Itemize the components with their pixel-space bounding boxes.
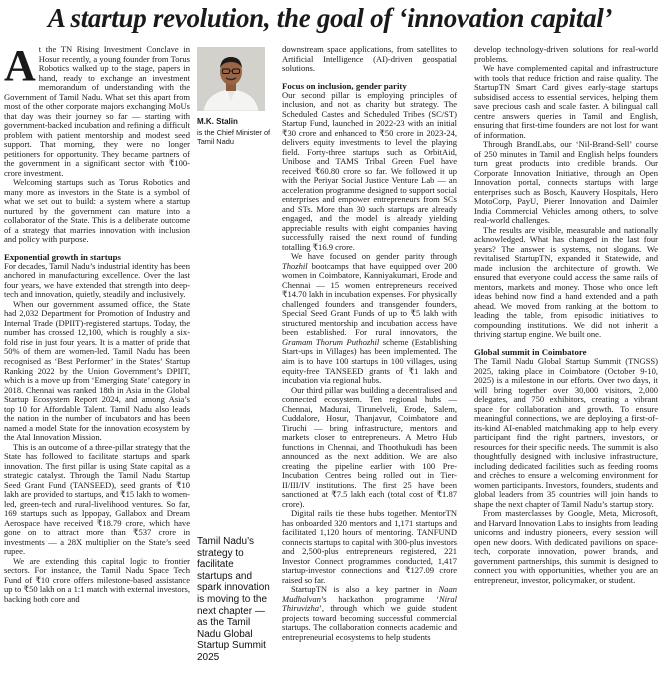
subheading: Global summit in Coimbatore bbox=[474, 346, 587, 357]
paragraph: develop technology-driven solutions for real-world problems. bbox=[474, 45, 658, 64]
italic-term: Thozhil bbox=[282, 260, 308, 271]
paragraph: Our second pillar is employing principles of inclusion, and not as charity but strategy. The Scheduled Castes and Scheduled Tribes (SC/ST) Startup Fund, launched in 2022-23 with an initial ₹30 crore and enhanced to ₹50 crore in 2023-24, delivers equity investments to level the playing field. Forty-three startups such as OrbitAid, Unibose and TAMS Tribal Green Fuel have received ₹60.80 crore so far. We followed it up with the Periyar Social Justice Venture Lab — an acceleration programme designed to support social enterprises and empower entrepreneurs from SCs and STs. More than 30 such startups are already engaged, and the model is already yielding appreciable results with eight companies having successfully raised the next round of funding totalling ₹16.9 crore. bbox=[282, 89, 457, 252]
italic-term: Gramam Thorum Puthozhil bbox=[282, 336, 380, 347]
text-run: StartupTN is also a key partner in bbox=[291, 584, 439, 595]
paragraph: Welcoming startups such as Torus Robotics and many more as investors in the State is a symbol of what we set out to build: a system where a startup nurtured by the government can mature into a collaborator of the State. This is a deliberate outcome of a strategy that marries innovation with inclusion and policy with purpose. bbox=[4, 177, 190, 245]
paragraph: Digital rails tie these hubs together. MentorTN has onboarded 320 mentors and 1,171 startups and facilitated 1,120 hours of mentoring. TANFUND connects startups to capital with 300-plus investors and 2,500-plus entrepreneurs registered, 221 Investor Connect programmes conducted, 1,417 startup-investor connections and ₹127.09 crore raised so far. bbox=[282, 508, 457, 585]
column-1 bbox=[4, 45, 190, 670]
paragraph: We are extending this capital logic to frontier sectors. For instance, the Tamil Nadu Space Tech Fund of ₹10 crore offers milestone-based assistance up to ₹50 lakh on a 1:1 match with external investors, backing both core and bbox=[4, 555, 190, 604]
paragraph bbox=[282, 252, 457, 385]
text-run: We have focused on gender parity through bbox=[291, 251, 457, 262]
paragraph: Our third pillar was building a decentralised and connected ecosystem. Ten regional hubs — Chennai, Madurai, Tirunelveli, Erode, Salem, Cuddalore, Hosur, Thanjavur, Coimbatore and Tiruchi — bring infrastructure, mentors and markets closer to entrepreneurs. A Metro Hub functions in Chennai, and Thoothukudi has been announced as the next addition. We are also creating the pipeline earlier with 100 Pre-Incubation Centres being rolled out in Tier-II/III/IV institutions. The first 25 have been sanctioned at ₹7.5 lakh each (total cost of ₹1.87 crore). bbox=[282, 384, 457, 509]
subheading: Exponential growth in startups bbox=[4, 251, 121, 262]
italic-term: Naan Mudhalvan bbox=[282, 584, 457, 604]
paragraph: The results are visible, measurable and nationally acknowledged. What has changed in the last four years? The answer is systems, not slogans. We revitalised StartupTN, expanded it Statewide, and made inclusion the architecture of growth. We ensured that everyone could access the same rails of mentors, markets and money. Those who once left ideas behind now find a hand extended and a path ahead. We moved from ranking at the bottom to leading the table, from episodic initiatives to compounding institutions. We did not inherit a thriving startup engine. We built one. bbox=[474, 224, 658, 340]
paragraph bbox=[282, 585, 457, 642]
column-3 bbox=[282, 45, 457, 670]
paragraph: For decades, Tamil Nadu’s industrial identity has been anchored in manufacturing excellence. Over the last four years, we have extended that strength into deep-tech and innovation, quietly, steadily and inclusively. bbox=[4, 260, 190, 300]
subheading: Focus on inclusion, gender parity bbox=[282, 80, 407, 91]
author-role: is the Chief Minister of Tamil Nadu bbox=[197, 127, 271, 146]
pull-quote: Tamil Nadu’s strategy to facilitate startups and spark innovation is moving to the next chapter — as the Tamil Nadu Global Startup Summit 2025 bbox=[197, 536, 270, 663]
paragraph: From masterclasses by Google, Meta, Microsoft, and Harvard Innovation Labs to insights from leading unicorns and industry pioneers, every session will open new doors. With dedicated pavilions on space-tech, corporate innovation, power brands, and government partnerships, this summit is designed to connect you with opportunities, whether you are an entrepreneur, investor, policymaker, or student. bbox=[474, 508, 658, 585]
article-headline: A startup revolution, the goal of ‘innovation capital’ bbox=[47, 3, 613, 33]
lead-text: t the TN Rising Investment Conclave in Hosur recently, a young founder from Torus Robotics walked up to the stage, papers in hand, ready to exchange an investment memorandum of understanding with the Government of Tamil Nadu. What set this apart from most of the other corporate majors exchanging MoUs that day was their journey so far — starting with government-backed incubation and refining a difficult problem with patient mentorship and modest seed support. That morning, they were no longer petitioners for opportunity. They became partners of the government in a significant sector with ₹100-crore investment. bbox=[4, 45, 190, 178]
text-run: scheme (Establishing Start-ups in Villages) has been implemented. The aim is to have 100 startups in 100 villages, using equity-free TANSEED grants of ₹1 lakh and incubation via regional hubs. bbox=[282, 336, 457, 386]
text-run: ’, through which we guide student projects toward becoming successful commercial startups. The collaboration connects academic and entrepreneurial ecosystems to help students bbox=[282, 603, 457, 642]
italic-term: Niral Thiruvizha bbox=[282, 593, 457, 614]
paragraph: This is an outcome of a three-pillar strategy that the State has followed to facilitate startups and spark innovation. The first pillar is using State capital as a strategic catalyst. Through the Tamil Nadu Startup Seed Grant Fund (TANSEED), seed grants of ₹10 lakh are provided to startups, and ₹15 lakh to women-led, green-tech and rural-livelihood ventures. So far, 169 startups such as Ippopay, Gallabox and Dream Aerospace have received ₹18.79 crore, which have gone on to attract more than ₹537 crore in investments — a 28X multiplier on the State’s seed rupee. bbox=[4, 441, 190, 557]
author-portrait-icon bbox=[197, 47, 265, 111]
author-photo bbox=[197, 47, 265, 111]
column-4 bbox=[474, 45, 658, 670]
author-name: M.K. Stalin bbox=[197, 117, 238, 126]
lead-paragraph bbox=[4, 45, 190, 178]
paragraph: We have complemented capital and infrastructure with tools that reduce friction and raise quality. The StartupTN Smart Card gives early-stage startups subsidised access to essential services, helping them save precious cash and scale faster. A bilingual call centre answers queries in Tamil and English, ensuring that first-time founders are not lost for want of information. bbox=[474, 63, 658, 140]
paragraph: When our government assumed office, the State had 2,032 Department for Promotion of Industry and Internal Trade (DPIIT)-registered startups. Today, the number has crossed 12,100, which is roughly a six-fold rise in just four years. It is a matter of pride that 50% of them are women-led. Tamil Nadu has been recognised as ‘Best Performer’ in the States’ Startup Ranking 2022 by the Union Government’s DPIIT, which is a move up from ‘Emerging State’ category in 2018. Chennai was ranked 18th in Asia in the Global Startup Ecosystem Report 2024, and among Asia’s top 10 for Affordable Talent. Tamil Nadu also leads the nation in the number of incubators and has been named a model State for the innovation ecosystem by the Atal Innovation Mission. bbox=[4, 298, 190, 443]
paragraph: Through BrandLabs, our ‘Nil-Brand-Sell’ course of 250 minutes in Tamil and English helps founders turn great products into credible brands. Our Corporate Innovation Initiative, through an Open Innovation portal, connects startups with large enterprises such as Bosch, Kauvery Hospitals, Hero MotoCorp, PayU, Pierer Innovation and Daimler India Commercial Vehicles among others, to solve real-world challenges. bbox=[474, 139, 658, 226]
text-run: ’s hackathon programme ‘ bbox=[320, 593, 439, 604]
paragraph: downstream space applications, from satellites to Artificial Intelligence (AI)-driven geospatial solutions. bbox=[282, 45, 457, 74]
paragraph: The Tamil Nadu Global Startup Summit (TNGSS) 2025, taking place in Coimbatore (October 9-10, 2025) is a milestone in our efforts. Over two days, it will bring together over 30,000 visitors, 2,000 delegates, and 750 exhibitors, creating a vibrant space for collaboration and growth. To ensure meaningful connections, we are deploying a first-of-its-kind AI-enabled matchmaking app to help every participant find the right partners, investors, or resources for their specific needs. The summit is also thoughtfully designed with inclusive infrastructure, including dedicated facilities such as feeding rooms and crèches to ensure a welcoming environment for women participants. Investors, founders, students and global leaders from 35 countries will join hands to shape the next chapter of Tamil Nadu’s startup story. bbox=[474, 355, 658, 509]
text-run: bootcamps that have equipped over 200 women in Coimbatore, Kanniyakumari, Erode and Chennai — 15 women entrepreneurs received ₹14.70 lakh in incubation expenses. For physically challenged founders and transgender founders, Special Seed Grant Funds of up to ₹5 lakh with structured mentorship and incubation access have been established. For rural innovators, the bbox=[282, 260, 457, 338]
drop-cap: A bbox=[4, 45, 36, 90]
